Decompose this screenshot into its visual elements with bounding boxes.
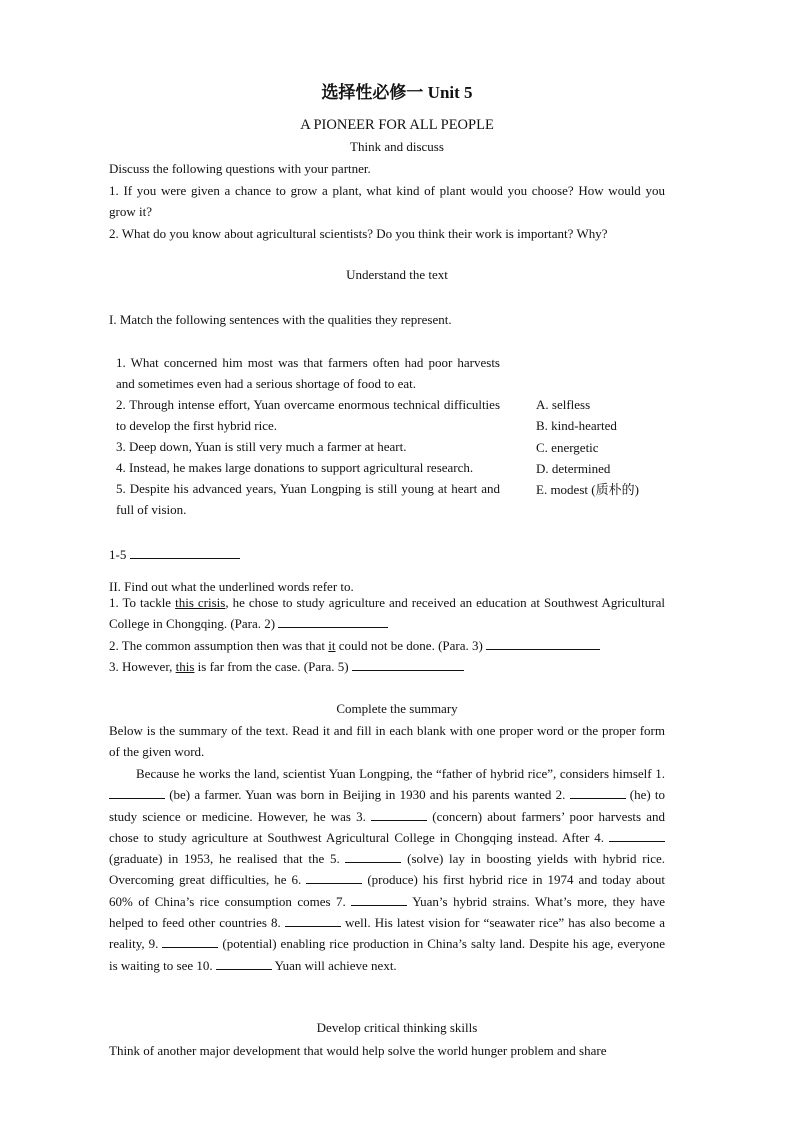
think-question-2: 2. What do you know about agricultural scientists? Do you think their work is important? Why? <box>109 226 608 241</box>
option-a: A. selfless <box>536 397 591 412</box>
blank-1[interactable] <box>109 785 165 799</box>
think-intro: Discuss the following questions with your partner. <box>109 161 371 176</box>
blank-3[interactable] <box>371 807 427 821</box>
underlined-word: it <box>328 638 336 653</box>
part2-question-2: 2. The common assumption then was that it could not be done. (Para. 3) <box>109 635 665 656</box>
match-sentence: 3. Deep down, Yuan is still very much a farmer at heart. <box>116 439 407 454</box>
blank-9[interactable] <box>162 934 218 948</box>
match-sentence: 5. Despite his advanced years, Yuan Longping is still young at heart and full of vision. <box>116 481 500 517</box>
blank-5[interactable] <box>345 849 401 863</box>
summary-paragraph: Because he works the land, scientist Yuan Longping, the “father of hybrid rice”, considers himself 1. (be) a farmer. Yuan was born in Beijing in 1930 and his parents wanted 2. (he) to study science or medicine. However, he was 3. (concern) about farmers’ poor harvests and chose to study agriculture at Southwest Agricultural College in Chongqing instead. After 4. (graduate) in 1953, he realised that the 5. (solve) lay in boosting yields with hybrid rice. Overcoming great difficulties, he 6. (produce) his first hybrid rice in 1974 and today about 60% of China’s rice consumption comes 7. Yuan’s hybrid strains. What’s more, they have helped to feed other countries 8. well. His latest vision for “seawater rice” has also become a reality, 9. (potential) enabling rice production in China’s salty land. Despite his age, everyone is waiting to see 10. Yuan will achieve next. <box>109 766 666 973</box>
blank-8[interactable] <box>285 913 341 927</box>
part1-instruction: I. Match the following sentences with the qualities they represent. <box>109 312 452 327</box>
answer-blank[interactable] <box>130 545 240 559</box>
blank-2[interactable] <box>570 785 626 799</box>
section-heading-understand: Understand the text <box>346 267 448 282</box>
summary-instruction: Below is the summary of the text. Read it and fill in each blank with one proper word or the proper form of the given word. <box>109 723 665 760</box>
match-sentence: 1. What concerned him most was that farmers often had poor harvests and sometimes even had a serious shortage of food to eat. <box>116 355 500 391</box>
option-b: B. kind-hearted <box>536 418 617 434</box>
section-heading-summary: Complete the summary <box>336 701 458 716</box>
answer-label: 1-5 <box>109 547 127 562</box>
section-heading-critical: Develop critical thinking skills <box>316 1020 478 1035</box>
match-sentences <box>116 352 500 520</box>
critical-text: Think of another major development that would help solve the world hunger problem and share <box>109 1043 607 1058</box>
page-title: 选择性必修一 Unit 5 <box>321 83 473 102</box>
blank-4[interactable] <box>609 828 665 842</box>
match-sentence: 4. Instead, he makes large donations to support agricultural research. <box>116 460 474 475</box>
part2-question-1: 1. To tackle this crisis, he chose to study agriculture and received an education at Southwest Agricultural College in Chongqing. (Para. 2) <box>109 595 665 632</box>
answer-blank[interactable] <box>352 657 464 671</box>
answer-blank[interactable] <box>278 614 388 628</box>
part2-instruction: II. Find out what the underlined words refer to. <box>109 579 354 594</box>
underlined-word: this <box>175 659 195 674</box>
section-heading-think: Think and discuss <box>350 139 444 154</box>
answer-line <box>109 545 240 564</box>
option-d: D. determined <box>536 460 611 476</box>
text-title: A PIONEER FOR ALL PEOPLE <box>300 117 494 133</box>
option-e: E. modest (质朴的) <box>536 482 639 498</box>
blank-10[interactable] <box>216 956 272 970</box>
think-question-1: 1. If you were given a chance to grow a plant, what kind of plant would you choose? How would you grow it? <box>109 183 665 220</box>
match-sentence: 2. Through intense effort, Yuan overcame enormous technical difficulties to develop the first hybrid rice. <box>116 397 500 433</box>
underlined-phrase: this crisis <box>175 595 226 610</box>
option-c: C. energetic <box>536 439 599 455</box>
part2-question-3: 3. However, this is far from the case. (Para. 5) <box>109 656 665 677</box>
blank-7[interactable] <box>351 892 407 906</box>
blank-6[interactable] <box>306 870 362 884</box>
quality-options <box>536 394 639 500</box>
answer-blank[interactable] <box>486 636 600 650</box>
